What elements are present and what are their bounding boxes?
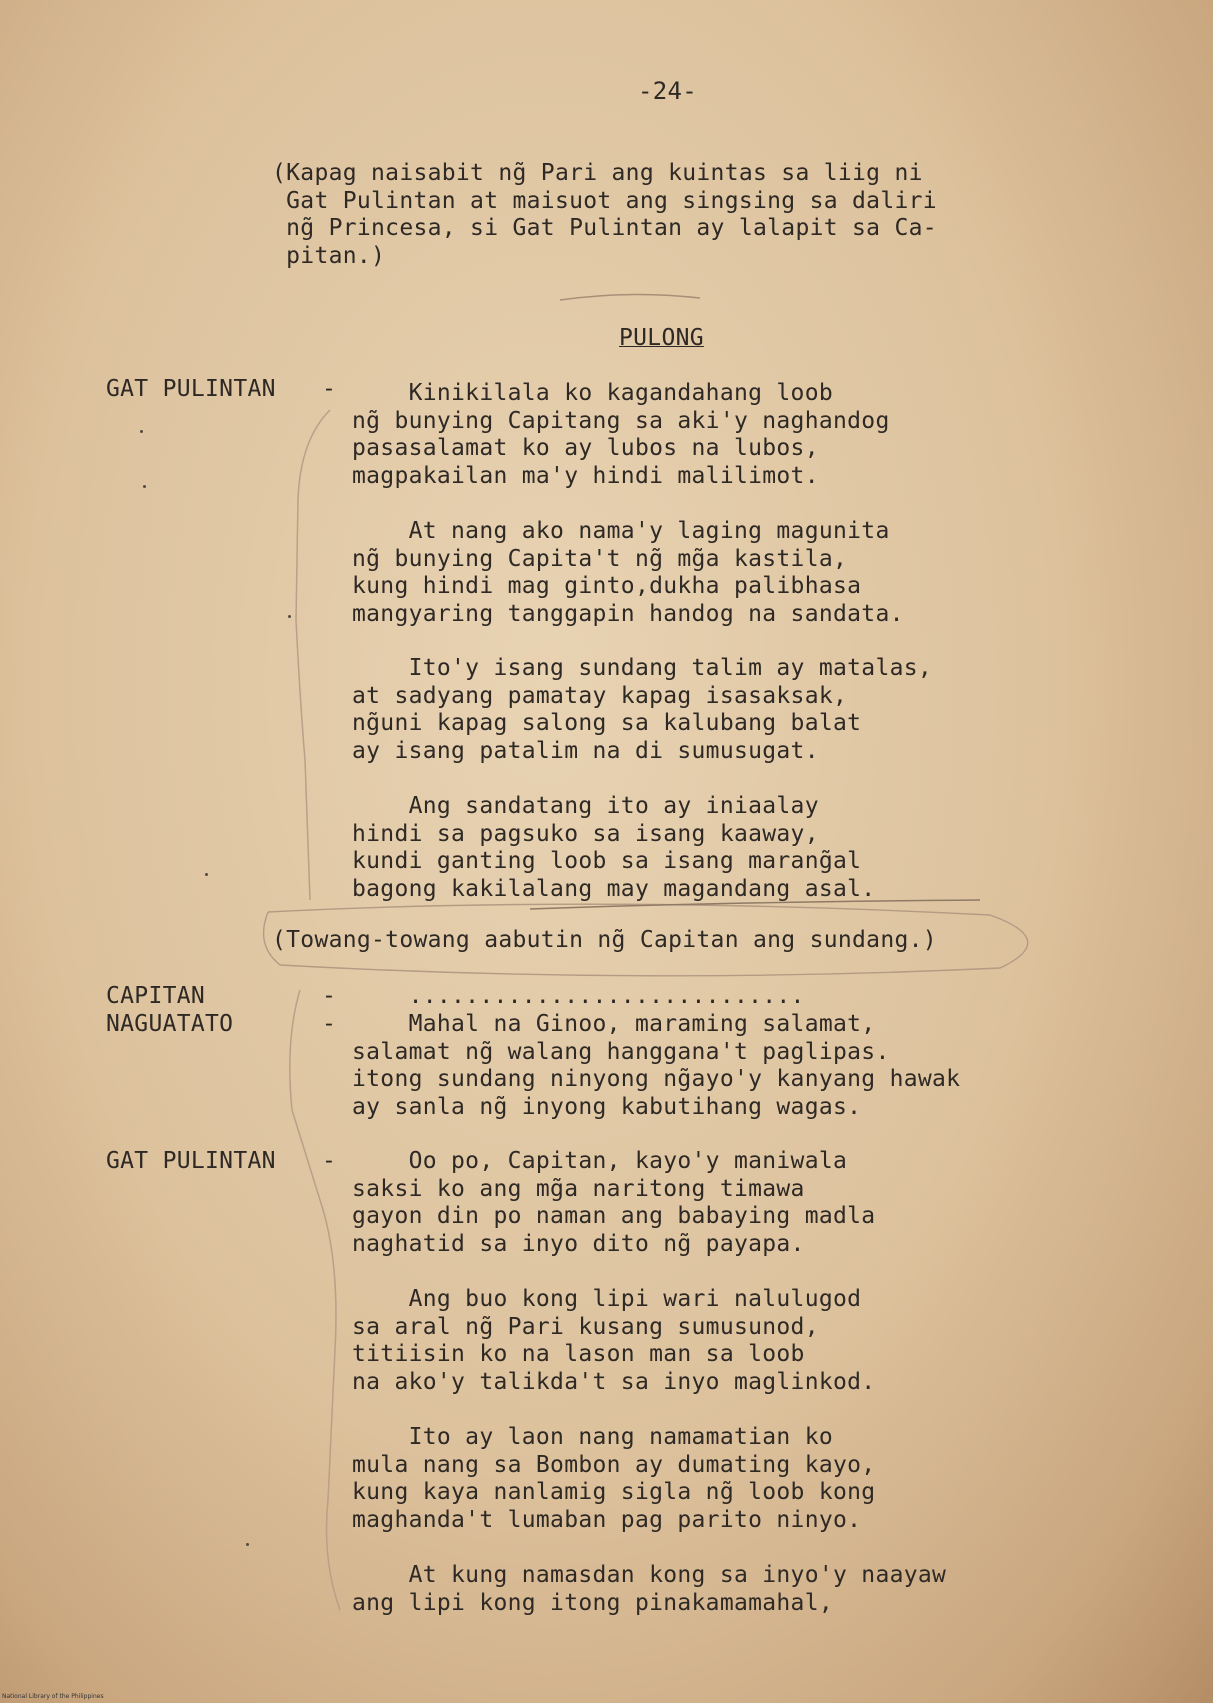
stage-direction: (Kapag naisabit ng̃ Pari ang kuintas sa liig ni Gat Pulintan at maisuot ang singsing sa daliri ng̃ Princesa, si Gat Pulintan ay lalapit sa Ca- pitan.) bbox=[272, 160, 937, 269]
pencil-underline bbox=[560, 294, 700, 300]
pencil-bracket-1 bbox=[296, 410, 330, 900]
verse-stanza: Ang buo kong lipi wari nalulugod sa aral ng̃ Pari kusang sumusunod, titiisin ko na lason man sa loob na ako'y talikda't sa inyo maglinkod. bbox=[352, 1286, 876, 1395]
speaker-dash: - bbox=[322, 376, 337, 402]
pencil-bracket-2 bbox=[290, 990, 340, 1610]
paper-speck bbox=[140, 430, 143, 433]
verse-stanza: At nang ako nama'y laging magunita ng̃ bunying Capita't ng̃ mg̃a kastila, kung hindi mag ginto,dukha palibhasa mangyaring tanggapin handog na sandata. bbox=[352, 518, 904, 627]
paper-speck bbox=[205, 873, 208, 876]
verse-stanza: At kung namasdan kong sa inyo'y naayaw ang lipi kong itong pinakamamahal, bbox=[352, 1562, 947, 1616]
speaker-name: NAGUATATO bbox=[106, 1011, 234, 1037]
speaker-dash: - bbox=[322, 1148, 337, 1174]
verse-stanza: Oo po, Capitan, kayo'y maniwala saksi ko ang mg̃a naritong timawa gayon din po naman ang babaying madla naghatid sa inyo dito ng̃ payapa. bbox=[352, 1148, 876, 1257]
library-footer: National Library of the Philippines bbox=[2, 1693, 104, 1700]
verse-stanza: Ito ay laon nang namamatian ko mula nang sa Bombon ay dumating kayo, kung kaya nanlamig sigla ng̃ loob kong maghanda't lumaban pag parito ninyo. bbox=[352, 1424, 876, 1533]
verse-stanza: Ang sandatang ito ay iniaalay hindi sa pagsuko sa isang kaaway, kundi ganting loob sa isang marang̃al bagong kakilalang may magandang asal. bbox=[352, 793, 876, 902]
section-heading: PULONG bbox=[619, 325, 704, 351]
speaker-name: CAPITAN bbox=[106, 983, 206, 1009]
speaker-dash: - bbox=[322, 983, 337, 1009]
page-number: -24- bbox=[638, 77, 697, 105]
speaker-dash: - bbox=[322, 1011, 337, 1037]
verse-line: ............................ bbox=[352, 983, 805, 1009]
verse-stanza: Ito'y isang sundang talim ay matalas, at sadyang pamatay kapag isasaksak, ng̃uni kapag salong sa kalubang balat ay isang patalim na di sumusugat. bbox=[352, 655, 933, 764]
stage-direction: (Towang-towang aabutin ng̃ Capitan ang sundang.) bbox=[272, 927, 937, 953]
paper-speck bbox=[246, 1543, 249, 1546]
paper-speck bbox=[288, 615, 291, 618]
verse-stanza: Kinikilala ko kagandahang loob ng̃ bunying Capitang sa aki'y naghandog pasasalamat ko ay lubos na lubos, magpakailan ma'y hindi malilimot. bbox=[352, 380, 890, 489]
paper-speck bbox=[143, 485, 146, 488]
speaker-name: GAT PULINTAN bbox=[106, 376, 276, 402]
verse-stanza: Mahal na Ginoo, maraming salamat, salamat ng̃ walang hanggana't paglipas. itong sundang ninyong ng̃ayo'y kanyang hawak ay sanla ng̃ inyong kabutihang wagas. bbox=[352, 1011, 961, 1120]
speaker-name: GAT PULINTAN bbox=[106, 1148, 276, 1174]
